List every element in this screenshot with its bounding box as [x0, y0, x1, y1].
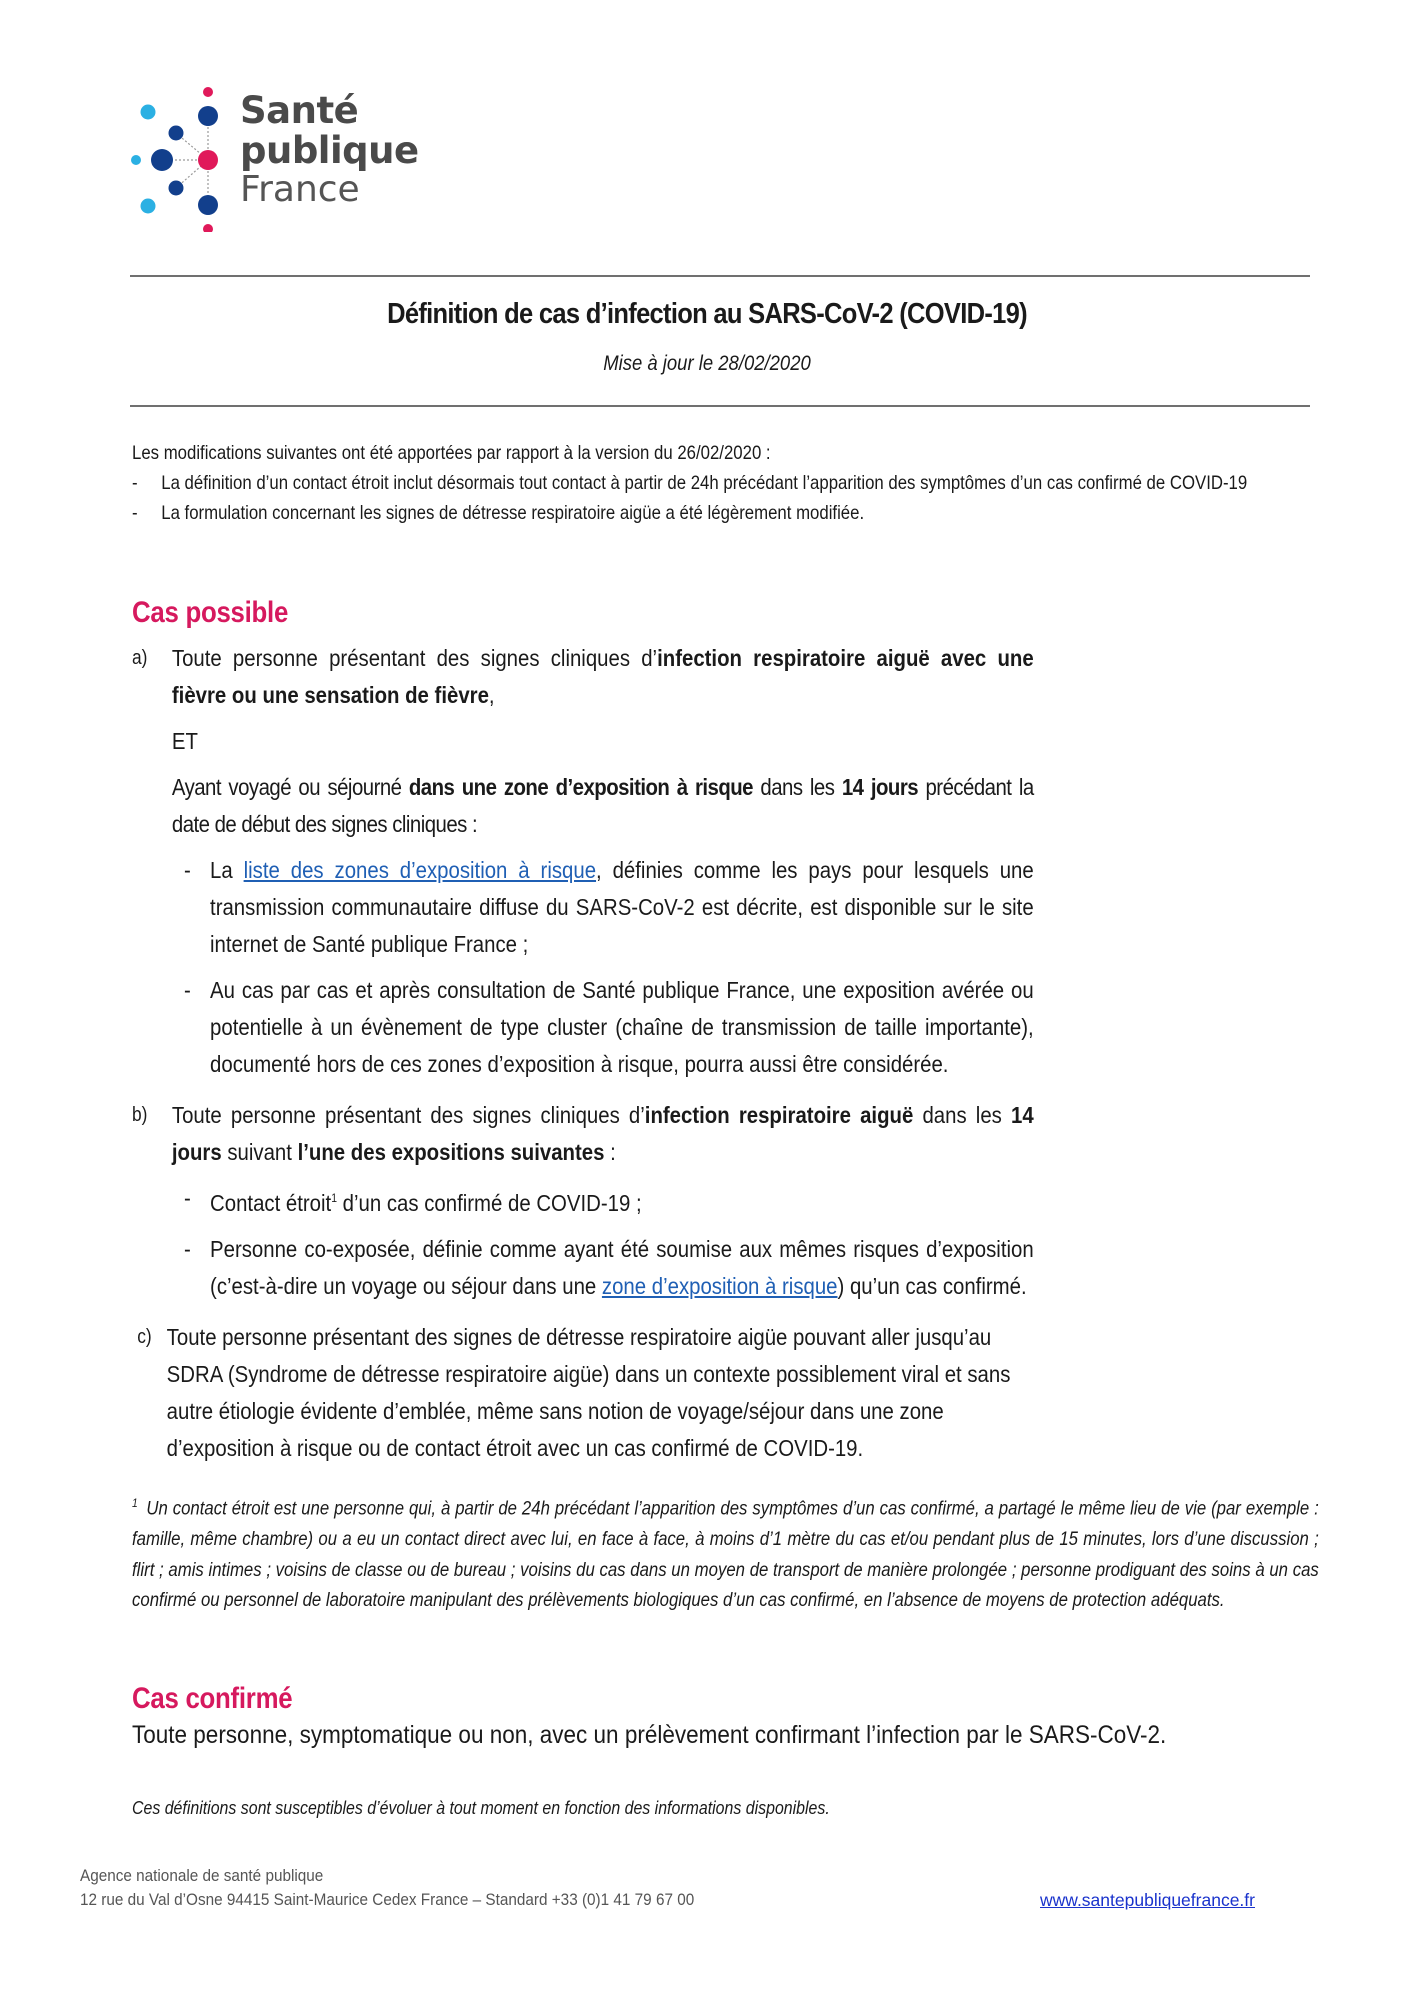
text: La — [210, 857, 244, 883]
sub-item — [184, 1180, 1034, 1222]
text: Ayant voyagé ou séjourné — [171, 774, 409, 800]
text: dans les — [752, 774, 842, 800]
footnote-reference[interactable]: 1 — [331, 1191, 338, 1205]
footnote-text: Un contact étroit est une personne qui, à partir de 24h précédant l’apparition des symptômes d’un cas confirmé, a partagé le même lieu de vie (par exemple : famille, même chambre) ou a eu un contact direct avec lui, en face à face, à moins d’1 mètre du cas et/ou pendant plus de 15 minutes, lors d’une discussion ; flirt ; amis intimes ; voisins de classe ou de bureau ; voisins du cas dans un moyen de transport de manière prolongée ; personne prodiguant des soins à un cas confirmé ou personnel de laboratoire manipulant des prélèvements biologiques d’un cas confirmé, en l’absence de moyens de protection adéquats. — [132, 1497, 1319, 1611]
header-divider-bottom — [130, 405, 1310, 407]
sub-item — [184, 972, 1034, 1083]
cas-confirme-text: Toute personne, symptomatique ou non, avec un prélèvement confirmant l’infection par le SARS-CoV-2. — [132, 1721, 1167, 1749]
bold-text: dans une zone d’exposition à risque — [408, 774, 753, 800]
footer-address: 12 rue du Val d’Osne 94415 Saint-Maurice Cedex France – Standard +33 (0)1 41 79 67 00 — [80, 1890, 695, 1909]
header-divider-top — [130, 275, 1310, 277]
modification-item — [132, 498, 1310, 528]
bold-text: infection respiratoire aiguë avec une fièvre ou une sensation de fièvre — [171, 645, 1034, 708]
criterion-marker: c) — [137, 1325, 152, 1348]
et-connector: ET — [171, 728, 198, 754]
footnote — [132, 1488, 1319, 1616]
bold-text: l’une des expositions suivantes — [297, 1139, 605, 1165]
text: dans les — [913, 1102, 1012, 1128]
text: Toute personne présentant des signes cliniques d’ — [171, 645, 658, 671]
risk-zones-list-link[interactable]: liste des zones d’exposition à risque — [243, 857, 597, 883]
modification-text: La définition d’un contact étroit inclut désormais tout contact à partir de 24h précédant l’apparition des symptômes d’un cas confirmé de COVID-19 — [161, 472, 1248, 494]
criterion-c — [137, 1319, 1033, 1467]
bullet-dash: - — [184, 1185, 191, 1211]
text: Contact étroit — [210, 1189, 332, 1216]
criterion-marker: a) — [132, 647, 148, 669]
section-title-cas-confirme: Cas confirmé — [132, 1682, 293, 1715]
bullet-dash: - — [132, 472, 138, 494]
criterion-b — [132, 1097, 1034, 1305]
criterion-a — [132, 640, 1034, 1083]
criterion-a-exposure — [172, 769, 1034, 843]
website-link[interactable]: www.santepubliquefrance.fr — [1040, 1890, 1255, 1910]
bullet-dash: - — [132, 502, 138, 524]
logo-text-sante: Santé — [240, 89, 359, 132]
footnote-marker: 1 — [132, 1496, 138, 1510]
modifications-block — [132, 438, 1310, 528]
risk-zone-link[interactable]: zone d’exposition à risque — [601, 1272, 838, 1299]
sub-item — [184, 852, 1034, 963]
bullet-dash: - — [184, 1235, 191, 1262]
text: suivant — [221, 1139, 298, 1165]
text: , — [488, 682, 495, 708]
modification-item — [132, 468, 1310, 498]
logo-text-france: France — [240, 169, 360, 210]
disclaimer: Ces définitions sont susceptibles d’évoluer à tout moment en fonction des informations disponibles. — [132, 1797, 830, 1818]
text: précédant la date de début des signes cliniques : — [171, 774, 1034, 837]
cas-possible-body — [132, 640, 1034, 1467]
footer-agency: Agence nationale de santé publique — [80, 1866, 324, 1885]
modifications-intro: Les modifications suivantes ont été apportées par rapport à la version du 26/02/2020 : — [132, 442, 771, 464]
criterion-marker: b) — [132, 1104, 148, 1126]
santé-publique-france-logo — [128, 82, 428, 232]
logo-text-publique: publique — [240, 129, 419, 172]
bold-text: 14 jours — [841, 774, 919, 800]
text: : — [604, 1139, 616, 1165]
text: Toute personne présentant des signes cliniques d’ — [171, 1102, 645, 1128]
logo-molecule-icon — [128, 82, 238, 232]
criterion-c-text: Toute personne présentant des signes de détresse respiratoire aigüe pouvant aller jusqu’au SDRA (Syndrome de détresse respiratoire aigüe) dans un contexte possiblement viral et sans autre étiologie évidente d’emblée, même sans notion de voyage/séjour dans une zone d’exposition à risque ou de contact étroit avec un cas confirmé de COVID-19. — [166, 1323, 1011, 1461]
criterion-a-symptoms — [172, 640, 1034, 714]
bullet-dash: - — [184, 857, 191, 883]
text: d’un cas confirmé de COVID-19 ; — [337, 1189, 642, 1216]
bold-text: 14 jours — [171, 1102, 1034, 1165]
document-title: Définition de cas d’infection au SARS-CoV-2 (COVID-19) — [387, 298, 1027, 330]
text: , définies comme les pays pour lesquels une transmission communautaire diffuse du SARS-CoV-2 est décrite, est disponible sur le site internet de Santé publique France ; — [210, 857, 1034, 957]
sub-item-text: Au cas par cas et après consultation de Santé publique France, une exposition avérée ou potentielle à un évènement de type cluster (chaîne de transmission de taille importante), documenté hors de ces zones d’exposition à risque, pourra aussi être considérée. — [210, 977, 1034, 1077]
sub-item — [184, 1231, 1034, 1305]
update-date: Mise à jour le 28/02/2020 — [603, 352, 811, 375]
bold-text: infection respiratoire aiguë — [644, 1102, 914, 1128]
criterion-b-symptoms — [172, 1097, 1034, 1171]
bullet-dash: - — [184, 977, 191, 1003]
text: Personne co-exposée, définie comme ayant été soumise aux mêmes risques d’exposition (c’est-à-dire un voyage ou séjour dans une — [210, 1235, 1034, 1299]
modification-text: La formulation concernant les signes de détresse respiratoire aigüe a été légèrement modifiée. — [161, 502, 865, 524]
text: ) qu’un cas confirmé. — [837, 1272, 1027, 1299]
section-title-cas-possible: Cas possible — [132, 596, 289, 629]
